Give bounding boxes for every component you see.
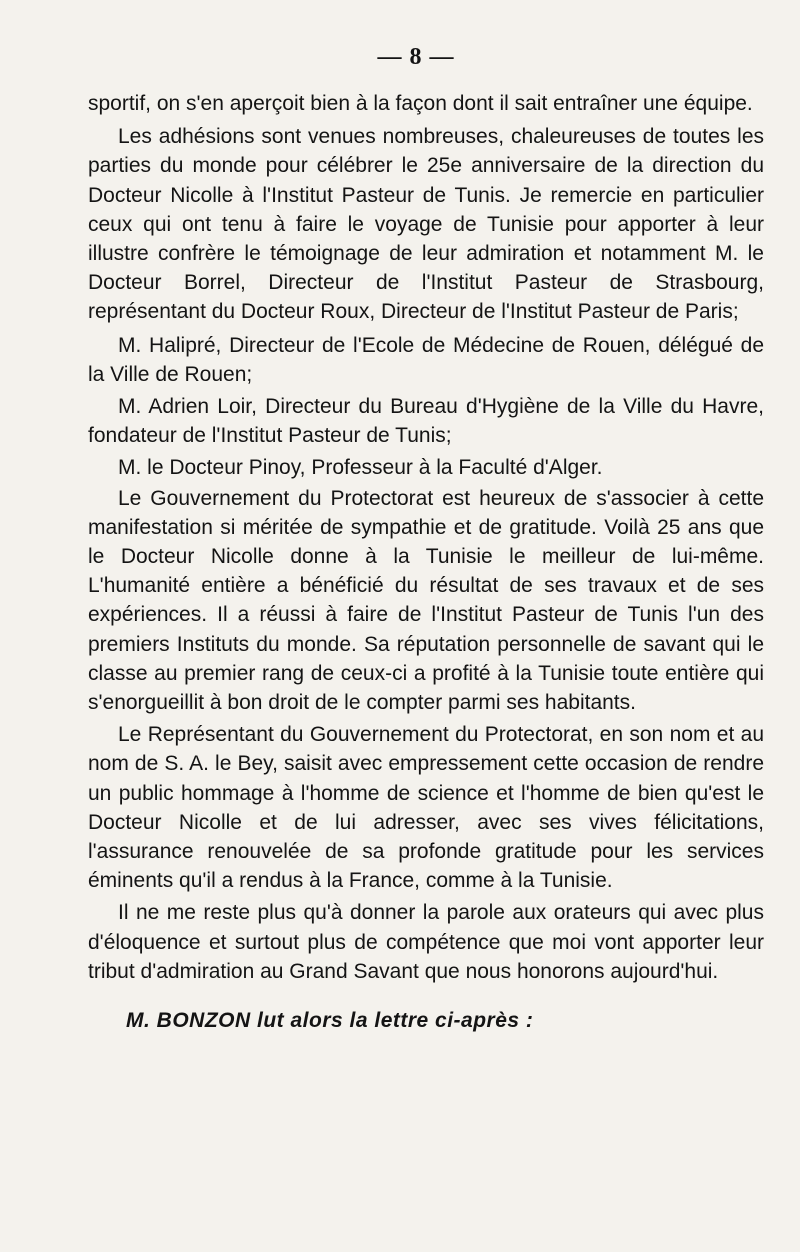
paragraph-7: Le Représentant du Gouvernement du Protectorat, en son nom et au nom de S. A. le Bey, saisit avec empressement cette occasion de rendre un public hommage à l'homme de science et l'homme de bien qu'est le Docteur Nicolle et de lui adresser, avec ses vives félicitations, l'assurance renouvelée de sa profonde gratitude pour les services éminents qu'il a rendus à la France, comme à la Tunisie.	[88, 723, 764, 893]
paragraph-5: M. le Docteur Pinoy, Professeur à la Faculté d'Alger.	[118, 456, 603, 480]
paragraph-2: Les adhésions sont venues nombreuses, chaleureuses de toutes les parties du monde pour célébrer le 25e anniversaire de la direction du Docteur Nicolle à l'Institut Pasteur de Tunis. Je remercie en particulier ceux qui ont tenu à faire le voyage de Tunisie pour apporter à leur illustre confrère le témoignage de leur admiration et notamment M. le Docteur Borrel, Directeur de l'Institut Pasteur de Strasbourg, représentant du Docteur Roux, Directeur de l'Institut Pasteur de Paris;	[88, 125, 764, 324]
page-number: — 8 —	[377, 44, 455, 70]
paragraph-6: Le Gouvernement du Protectorat est heureux de s'associer à cette manifestation si méritée de sympathie et de gratitude. Voilà 25 ans que le Docteur Nicolle donne à la Tunisie le meilleur de lui-même. L'humanité entière a bénéficié du résultat de ses travaux et de ses expériences. Il a réussi à faire de l'Institut Pasteur de Tunis l'un des premiers Instituts du monde. Sa réputation personnelle de savant qui le classe au premier rang de ceux-ci a profité à la Tunisie toute entière qui s'enorgueillit à bon droit de le compter parmi ses habitants.	[88, 486, 764, 715]
paragraph-3: M. Halipré, Directeur de l'Ecole de Médecine de Rouen, délégué de la Ville de Rouen;	[88, 333, 764, 386]
paragraph-8: Il ne me reste plus qu'à donner la parole aux orateurs qui avec plus d'éloquence et surtout plus de compétence que moi vont apporter leur tribut d'admiration au Grand Savant que nous honorons aujourd'hui.	[88, 901, 764, 983]
paragraph-1: sportif, on s'en aperçoit bien à la façon dont il sait entraîner une équipe.	[88, 92, 753, 115]
paragraph-4: M. Adrien Loir, Directeur du Bureau d'Hygiène de la Ville du Havre, fondateur de l'Institut Pasteur de Tunis;	[88, 395, 764, 448]
closing-line: M. BONZON lut alors la lettre ci-après :	[126, 1009, 534, 1033]
body-text	[88, 89, 764, 1038]
